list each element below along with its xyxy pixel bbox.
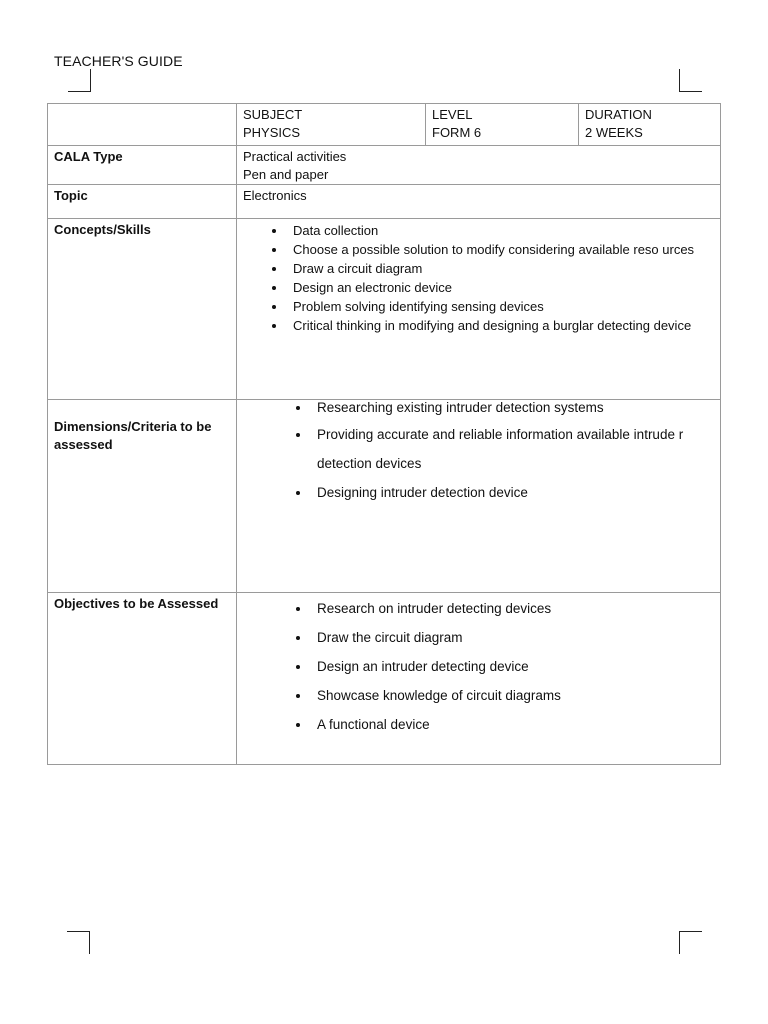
objectives-cell	[237, 593, 721, 765]
level-label: LEVEL	[432, 107, 473, 122]
topic-value: Electronics	[237, 185, 721, 219]
dimensions-label: Dimensions/Criteria to be assessed	[48, 400, 237, 593]
crop-mark-bottom-right	[679, 931, 702, 954]
concepts-list	[243, 221, 714, 335]
table-row-objectives	[48, 593, 721, 765]
concepts-cell	[237, 219, 721, 400]
subject-label: SUBJECT	[243, 107, 303, 122]
subject-cell	[237, 104, 426, 146]
cala-value-2: Pen and paper	[243, 167, 329, 182]
list-item: • Research on intruder detecting devices	[311, 594, 714, 623]
table-row-concepts	[48, 219, 721, 400]
list-item: • Showcase knowledge of circuit diagrams	[311, 681, 714, 710]
table-row-dimensions	[48, 400, 721, 593]
list-item: • Designing intruder detection device	[311, 478, 714, 507]
cala-label: CALA Type	[48, 146, 237, 185]
cala-value-1: Practical activities	[243, 149, 347, 164]
list-item: • Researching existing intruder detection systems	[311, 396, 714, 420]
level-cell	[426, 104, 579, 146]
duration-value: 2 WEEKS	[585, 125, 643, 140]
dimensions-cell	[237, 400, 721, 593]
subject-value: PHYSICS	[243, 125, 301, 140]
table-row-cala	[48, 146, 721, 185]
list-item: • Providing accurate and reliable information available intrude r detection devices	[311, 420, 714, 478]
crop-mark-bottom-left	[67, 931, 90, 954]
list-item: • Data collection	[287, 221, 714, 240]
concepts-label: Concepts/Skills	[48, 219, 237, 400]
page-title: TEACHER'S GUIDE	[54, 53, 183, 69]
table-row-topic	[48, 185, 721, 219]
table-row-header	[48, 104, 721, 146]
cala-value-cell	[237, 146, 721, 185]
objectives-label: Objectives to be Assessed	[48, 593, 237, 765]
objectives-list	[243, 594, 714, 739]
teacher-guide-table	[47, 103, 721, 765]
level-value: FORM 6	[432, 125, 482, 140]
empty-cell	[48, 104, 237, 146]
duration-cell	[579, 104, 721, 146]
crop-mark-top-right	[679, 69, 702, 92]
list-item: • Design an intruder detecting device	[311, 652, 714, 681]
topic-label: Topic	[48, 185, 237, 219]
list-item: • Problem solving identifying sensing devices	[287, 297, 714, 316]
list-item: • Draw the circuit diagram	[311, 623, 714, 652]
list-item: • Design an electronic device	[287, 278, 714, 297]
list-item: • Draw a circuit diagram	[287, 259, 714, 278]
duration-label: DURATION	[585, 107, 652, 122]
dimensions-list	[243, 396, 714, 507]
list-item: • A functional device	[311, 710, 714, 739]
list-item: • Choose a possible solution to modify considering available reso urces	[287, 240, 714, 259]
crop-mark-top-left	[68, 69, 91, 92]
list-item: • Critical thinking in modifying and designing a burglar detecting device	[287, 316, 714, 335]
